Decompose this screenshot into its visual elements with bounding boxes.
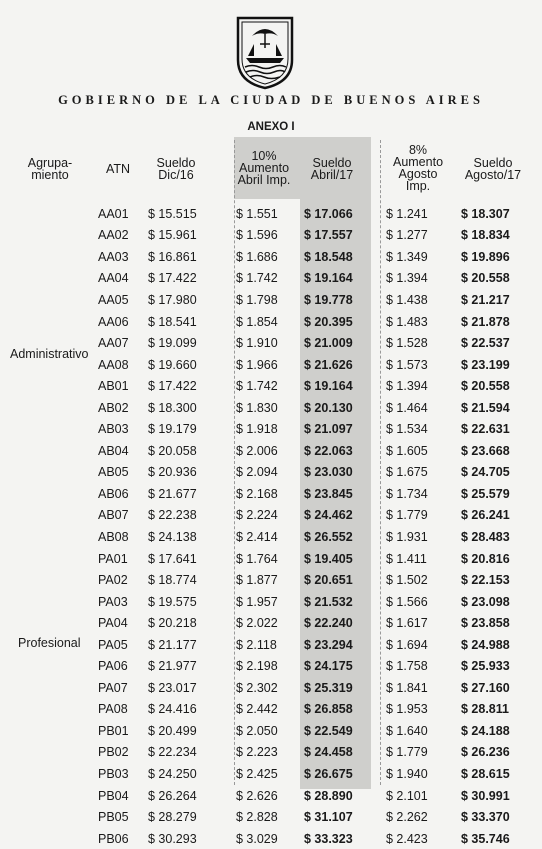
group-spacer [0,720,98,742]
sueldo-abril17-cell: $ 26.858 [304,702,353,717]
sueldo-agosto17-cell: $ 24.188 [461,723,510,738]
header-atn: ATN [105,162,131,176]
sueldo-abril17-cell: $ 20.395 [304,314,353,329]
group-spacer [0,483,98,505]
aumento-abril-cell: $ 2.094 [236,465,278,480]
aumento-agosto-cell: $ 1.605 [386,443,428,458]
group-spacer [0,828,98,849]
aumento-agosto-cell: $ 1.758 [386,659,428,674]
aumento-abril-cell: $ 1.966 [236,357,278,372]
atn-cell: PA08 [98,702,128,717]
sueldo-agosto17-cell: $ 23.098 [461,594,510,609]
group-spacer [0,225,98,247]
atn-cell: PB06 [98,831,129,846]
atn-cell: AA01 [98,206,129,221]
sueldo-dic16-cell: $ 16.861 [148,249,197,264]
group-spacer [0,699,98,721]
aumento-abril-cell: $ 1.854 [236,314,278,329]
sueldo-dic16-cell: $ 21.177 [148,637,197,652]
sueldo-abril17-cell: $ 18.548 [304,249,353,264]
atn-cell: PB04 [98,788,129,803]
sueldo-agosto17-cell: $ 24.705 [461,465,510,480]
sueldo-agosto17-cell: $ 21.594 [461,400,510,415]
table-row [0,526,541,548]
sueldo-dic16-cell: $ 17.641 [148,551,197,566]
aumento-agosto-cell: $ 1.241 [386,206,428,221]
aumento-agosto-cell: $ 1.940 [386,766,428,781]
sueldo-abril17-cell: $ 19.164 [304,379,353,394]
table-row [0,332,541,354]
sueldo-dic16-cell: $ 19.575 [148,594,197,609]
sueldo-abril17-cell: $ 22.063 [304,443,353,458]
atn-cell: AB04 [98,443,129,458]
sueldo-agosto17-cell: $ 20.558 [461,379,510,394]
sueldo-agosto17-cell: $ 22.153 [461,573,510,588]
sueldo-agosto17-cell: $ 28.811 [461,702,509,717]
aumento-abril-cell: $ 2.224 [236,508,278,523]
table-row [0,418,541,440]
sueldo-abril17-cell: $ 21.532 [304,594,353,609]
sueldo-abril17-cell: $ 19.778 [304,292,353,307]
sueldo-agosto17-cell: $ 26.241 [461,508,510,523]
atn-cell: AB03 [98,422,129,437]
header-agrupamiento: Agrupa- miento [27,156,73,182]
atn-cell: AB05 [98,465,129,480]
group-spacer [0,203,98,225]
aumento-agosto-cell: $ 1.534 [386,422,428,437]
aumento-abril-cell: $ 2.442 [236,702,278,717]
table-row [0,311,541,333]
sueldo-dic16-cell: $ 17.980 [148,292,197,307]
sueldo-agosto17-cell: $ 20.558 [461,271,510,286]
sueldo-dic16-cell: $ 19.099 [148,336,197,351]
sueldo-abril17-cell: $ 26.675 [304,766,353,781]
aumento-agosto-cell: $ 1.931 [386,529,428,544]
atn-cell: AA06 [98,314,129,329]
aumento-abril-cell: $ 2.050 [236,723,278,738]
aumento-agosto-cell: $ 1.438 [386,292,428,307]
aumento-agosto-cell: $ 1.675 [386,465,428,480]
aumento-agosto-cell: $ 1.464 [386,400,428,415]
aumento-abril-cell: $ 1.742 [236,271,278,286]
aumento-agosto-cell: $ 2.101 [386,788,428,803]
group-spacer [0,634,98,656]
group-spacer [0,569,98,591]
atn-cell: AB07 [98,508,129,523]
aumento-abril-cell: $ 1.918 [236,422,278,437]
sueldo-abril17-cell: $ 24.458 [304,745,353,760]
sueldo-agosto17-cell: $ 30.991 [461,788,510,803]
table-row [0,397,541,419]
atn-cell: AB01 [98,379,129,394]
sueldo-agosto17-cell: $ 21.878 [461,314,510,329]
atn-cell: AA03 [98,249,129,264]
sueldo-agosto17-cell: $ 25.579 [461,486,510,501]
sueldo-agosto17-cell: $ 27.160 [461,680,510,695]
aumento-abril-cell: $ 2.828 [236,810,278,825]
sueldo-agosto17-cell: $ 35.746 [461,831,510,846]
table-row [0,354,541,376]
aumento-abril-cell: $ 2.626 [236,788,278,803]
aumento-agosto-cell: $ 2.262 [386,810,428,825]
sueldo-agosto17-cell: $ 26.236 [461,745,510,760]
sueldo-dic16-cell: $ 20.218 [148,616,197,631]
table-row [0,375,541,397]
sueldo-agosto17-cell: $ 21.217 [461,292,510,307]
sueldo-dic16-cell: $ 18.300 [148,400,197,415]
group-spacer [0,462,98,484]
atn-cell: AA04 [98,271,129,286]
table-row [0,806,541,828]
atn-cell: PA07 [98,680,128,695]
group-spacer [0,612,98,634]
aumento-abril-cell: $ 1.596 [236,228,278,243]
sueldo-dic16-cell: $ 17.422 [148,271,197,286]
table-row [0,677,541,699]
group-spacer [0,763,98,785]
sueldo-abril17-cell: $ 21.009 [304,336,353,351]
table-row [0,268,541,290]
atn-cell: AB02 [98,400,129,415]
aumento-agosto-cell: $ 1.277 [386,228,428,243]
group-spacer [0,505,98,527]
aumento-abril-cell: $ 1.877 [236,573,278,588]
sueldo-abril17-cell: $ 28.890 [304,788,353,803]
aumento-agosto-cell: $ 1.394 [386,379,428,394]
sueldo-abril17-cell: $ 33.323 [304,831,353,846]
header-aumento-abril: 10% Aumento Abril Imp. [237,149,291,187]
atn-cell: AA07 [98,336,129,351]
group-spacer [0,677,98,699]
group-profesional: Profesional [18,636,81,650]
group-spacer [0,526,98,548]
atn-cell: PB03 [98,766,129,781]
aumento-agosto-cell: $ 1.953 [386,702,428,717]
aumento-agosto-cell: $ 1.734 [386,486,428,501]
sueldo-dic16-cell: $ 18.774 [148,573,197,588]
sueldo-dic16-cell: $ 19.660 [148,357,197,372]
aumento-agosto-cell: $ 1.694 [386,637,428,652]
table-row [0,225,541,247]
sueldo-agosto17-cell: $ 22.631 [461,422,510,437]
sueldo-dic16-cell: $ 18.541 [148,314,197,329]
sueldo-dic16-cell: $ 24.250 [148,766,197,781]
aumento-abril-cell: $ 2.118 [236,637,277,652]
sueldo-agosto17-cell: $ 28.483 [461,529,510,544]
sueldo-dic16-cell: $ 19.179 [148,422,197,437]
atn-cell: PB05 [98,810,129,825]
aumento-agosto-cell: $ 1.573 [386,357,428,372]
city-seal-icon [232,14,298,90]
sueldo-abril17-cell: $ 25.319 [304,680,353,695]
table-row [0,289,541,311]
table-row [0,655,541,677]
table-row [0,203,541,225]
aumento-abril-cell: $ 2.006 [236,443,278,458]
sueldo-agosto17-cell: $ 18.834 [461,228,510,243]
group-administrativo: Administrativo [10,347,89,361]
aumento-agosto-cell: $ 1.394 [386,271,428,286]
atn-cell: PA05 [98,637,128,652]
aumento-abril-cell: $ 2.022 [236,616,278,631]
table-row [0,720,541,742]
sueldo-agosto17-cell: $ 25.933 [461,659,510,674]
group-spacer [0,397,98,419]
aumento-agosto-cell: $ 1.779 [386,508,428,523]
aumento-abril-cell: $ 2.425 [236,766,278,781]
sueldo-agosto17-cell: $ 19.896 [461,249,510,264]
table-row [0,548,541,570]
salary-table [0,203,541,849]
sueldo-dic16-cell: $ 15.961 [148,228,197,243]
annex-title: ANEXO I [247,121,295,133]
aumento-abril-cell: $ 2.168 [236,486,278,501]
sueldo-abril17-cell: $ 23.294 [304,637,353,652]
group-spacer [0,246,98,268]
sueldo-agosto17-cell: $ 18.307 [461,206,510,221]
sueldo-agosto17-cell: $ 23.199 [461,357,510,372]
sueldo-abril17-cell: $ 26.552 [304,529,353,544]
aumento-agosto-cell: $ 1.779 [386,745,428,760]
atn-cell: PA01 [98,551,128,566]
atn-cell: PA06 [98,659,128,674]
aumento-agosto-cell: $ 1.566 [386,594,428,609]
sueldo-agosto17-cell: $ 22.537 [461,336,510,351]
aumento-abril-cell: $ 1.551 [236,206,278,221]
table-row [0,785,541,807]
atn-cell: AB06 [98,486,129,501]
aumento-agosto-cell: $ 1.528 [386,336,428,351]
table-row [0,828,541,849]
sueldo-dic16-cell: $ 20.936 [148,465,197,480]
atn-cell: PA04 [98,616,128,631]
atn-cell: AA02 [98,228,129,243]
group-spacer [0,655,98,677]
aumento-abril-cell: $ 1.830 [236,400,278,415]
sueldo-dic16-cell: $ 23.017 [148,680,197,695]
sueldo-dic16-cell: $ 22.234 [148,745,197,760]
sueldo-agosto17-cell: $ 33.370 [461,810,510,825]
aumento-abril-cell: $ 3.029 [236,831,278,846]
aumento-agosto-cell: $ 1.411 [386,551,427,566]
group-spacer [0,548,98,570]
sueldo-abril17-cell: $ 21.097 [304,422,353,437]
aumento-abril-cell: $ 2.302 [236,680,278,695]
sueldo-dic16-cell: $ 21.677 [148,486,197,501]
table-row [0,483,541,505]
atn-cell: PA03 [98,594,128,609]
group-spacer [0,418,98,440]
sueldo-dic16-cell: $ 24.138 [148,529,197,544]
sueldo-dic16-cell: $ 17.422 [148,379,197,394]
sueldo-dic16-cell: $ 28.279 [148,810,197,825]
group-spacer [0,332,98,354]
sueldo-abril17-cell: $ 19.164 [304,271,353,286]
group-spacer [0,375,98,397]
atn-cell: AA08 [98,357,129,372]
atn-cell: AB08 [98,529,129,544]
sueldo-dic16-cell: $ 20.058 [148,443,197,458]
sueldo-abril17-cell: $ 23.845 [304,486,353,501]
sueldo-abril17-cell: $ 31.107 [304,810,353,825]
group-spacer [0,806,98,828]
header-sueldo-dic16: Sueldo Dic/16 [156,156,196,182]
group-spacer [0,289,98,311]
header-aumento-agosto: 8% Aumento Agosto Imp. [392,143,444,193]
atn-cell: PB02 [98,745,129,760]
group-spacer [0,268,98,290]
government-title: GOBIERNO DE LA CIUDAD DE BUENOS AIRES [58,93,484,107]
aumento-abril-cell: $ 2.414 [236,529,278,544]
sueldo-agosto17-cell: $ 20.816 [461,551,510,566]
aumento-agosto-cell: $ 1.483 [386,314,428,329]
table-row [0,699,541,721]
atn-cell: PB01 [98,723,129,738]
table-row [0,742,541,764]
sueldo-abril17-cell: $ 22.240 [304,616,353,631]
aumento-abril-cell: $ 1.764 [236,551,278,566]
aumento-abril-cell: $ 1.957 [236,594,278,609]
atn-cell: PA02 [98,573,128,588]
table-row [0,634,541,656]
table-row [0,612,541,634]
sueldo-abril17-cell: $ 23.030 [304,465,353,480]
sueldo-abril17-cell: $ 24.462 [304,508,353,523]
aumento-abril-cell: $ 1.686 [236,249,278,264]
sueldo-dic16-cell: $ 26.264 [148,788,197,803]
aumento-abril-cell: $ 1.910 [236,336,278,351]
sueldo-dic16-cell: $ 30.293 [148,831,197,846]
sueldo-abril17-cell: $ 20.651 [304,573,353,588]
table-row [0,505,541,527]
sueldo-abril17-cell: $ 19.405 [304,551,353,566]
table-row [0,462,541,484]
table-row [0,569,541,591]
aumento-agosto-cell: $ 1.502 [386,573,428,588]
group-spacer [0,354,98,376]
group-spacer [0,591,98,613]
aumento-abril-cell: $ 1.798 [236,292,278,307]
sueldo-agosto17-cell: $ 23.668 [461,443,510,458]
table-row [0,763,541,785]
sueldo-dic16-cell: $ 22.238 [148,508,197,523]
sueldo-agosto17-cell: $ 28.615 [461,766,510,781]
group-spacer [0,742,98,764]
sueldo-abril17-cell: $ 22.549 [304,723,353,738]
aumento-agosto-cell: $ 1.349 [386,249,428,264]
table-row [0,591,541,613]
aumento-agosto-cell: $ 2.423 [386,831,428,846]
aumento-abril-cell: $ 2.198 [236,659,278,674]
atn-cell: AA05 [98,292,129,307]
sueldo-abril17-cell: $ 20.130 [304,400,353,415]
sueldo-dic16-cell: $ 21.977 [148,659,197,674]
header-sueldo-agosto17: Sueldo Agosto/17 [464,156,522,182]
aumento-agosto-cell: $ 1.640 [386,723,428,738]
aumento-agosto-cell: $ 1.841 [386,680,428,695]
header-sueldo-abril17: Sueldo Abril/17 [310,156,354,182]
aumento-agosto-cell: $ 1.617 [386,616,428,631]
table-row [0,440,541,462]
sueldo-abril17-cell: $ 17.557 [304,228,353,243]
aumento-abril-cell: $ 2.223 [236,745,278,760]
sueldo-dic16-cell: $ 15.515 [148,206,197,221]
sueldo-agosto17-cell: $ 24.988 [461,637,510,652]
sueldo-agosto17-cell: $ 23.858 [461,616,510,631]
sueldo-abril17-cell: $ 24.175 [304,659,353,674]
table-row [0,246,541,268]
group-spacer [0,785,98,807]
sueldo-dic16-cell: $ 20.499 [148,723,197,738]
sueldo-abril17-cell: $ 17.066 [304,206,353,221]
sueldo-abril17-cell: $ 21.626 [304,357,353,372]
sueldo-dic16-cell: $ 24.416 [148,702,197,717]
aumento-abril-cell: $ 1.742 [236,379,278,394]
group-spacer [0,440,98,462]
group-spacer [0,311,98,333]
